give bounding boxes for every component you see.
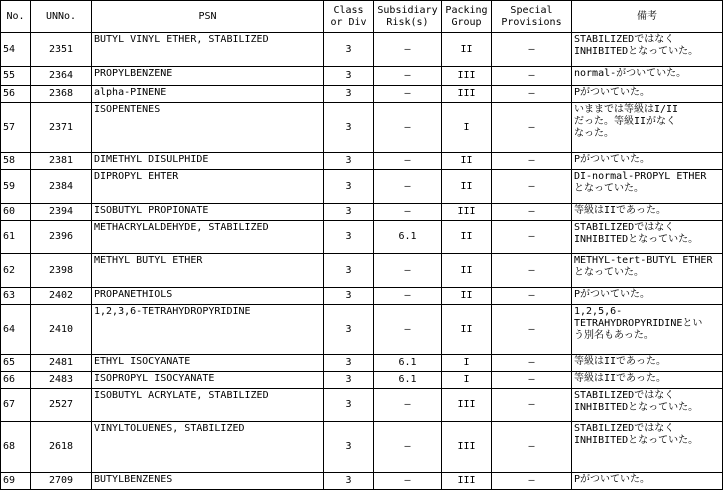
cell-no: 57 xyxy=(1,103,31,153)
remarks-line: なった。 xyxy=(574,128,614,139)
cell-psn: ETHYL ISOCYANATE xyxy=(92,355,324,372)
cell-unno: 2527 xyxy=(31,389,92,422)
cell-subsidiary-risk: — xyxy=(374,254,442,288)
remarks-line: INHIBITEDとなっていた。 xyxy=(574,46,699,57)
cell-unno: 2709 xyxy=(31,473,92,490)
cell-subsidiary-risk: — xyxy=(374,305,442,355)
header-class-line2: or Div xyxy=(330,16,367,28)
cell-subsidiary-risk: — xyxy=(374,153,442,170)
cell-remarks xyxy=(572,305,723,355)
table-row xyxy=(1,389,723,422)
cell-remarks xyxy=(572,389,723,422)
header-special-provisions xyxy=(492,1,572,33)
table-row xyxy=(1,355,723,372)
cell-remarks xyxy=(572,33,723,67)
cell-no: 63 xyxy=(1,288,31,305)
cell-psn: METHACRYLALDEHYDE, STABILIZED xyxy=(92,221,324,254)
cell-unno: 2402 xyxy=(31,288,92,305)
cell-unno: 2364 xyxy=(31,67,92,86)
table-row xyxy=(1,67,723,86)
cell-remarks xyxy=(572,221,723,254)
cell-subsidiary-risk: — xyxy=(374,473,442,490)
cell-no: 60 xyxy=(1,204,31,221)
remarks-line: STABILIZEDではなく xyxy=(574,390,675,401)
cell-no: 62 xyxy=(1,254,31,288)
cell-special-provisions: — xyxy=(492,288,572,305)
cell-subsidiary-risk: — xyxy=(374,204,442,221)
cell-no: 59 xyxy=(1,170,31,204)
table-row xyxy=(1,422,723,473)
cell-no: 58 xyxy=(1,153,31,170)
cell-subsidiary-risk: — xyxy=(374,103,442,153)
cell-unno: 2398 xyxy=(31,254,92,288)
cell-packing-group: II xyxy=(442,221,492,254)
cell-no: 65 xyxy=(1,355,31,372)
cell-remarks xyxy=(572,204,723,221)
table-row xyxy=(1,288,723,305)
cell-psn: PROPYLBENZENE xyxy=(92,67,324,86)
cell-special-provisions: — xyxy=(492,422,572,473)
cell-no: 55 xyxy=(1,67,31,86)
cell-subsidiary-risk: 6.1 xyxy=(374,355,442,372)
cell-class: 3 xyxy=(324,103,374,153)
remarks-line: 1,2,5,6- xyxy=(574,306,623,317)
cell-psn: ISOPROPYL ISOCYANATE xyxy=(92,372,324,389)
header-unno: UNNo. xyxy=(31,1,92,33)
remarks-line: METHYL-tert-BUTYL ETHER xyxy=(574,255,713,266)
remarks-line: STABILIZEDではなく xyxy=(574,423,675,434)
remarks-line: 等級はIIであった。 xyxy=(574,205,666,216)
cell-subsidiary-risk: — xyxy=(374,33,442,67)
table-row xyxy=(1,153,723,170)
cell-class: 3 xyxy=(324,389,374,422)
remarks-line: う別名もあった。 xyxy=(574,330,654,341)
cell-packing-group: II xyxy=(442,288,492,305)
cell-unno: 2381 xyxy=(31,153,92,170)
cell-no: 69 xyxy=(1,473,31,490)
cell-special-provisions: — xyxy=(492,473,572,490)
cell-psn: VINYLTOLUENES, STABILIZED xyxy=(92,422,324,473)
cell-remarks xyxy=(572,473,723,490)
header-pg-line1: Packing xyxy=(445,4,488,16)
cell-class: 3 xyxy=(324,372,374,389)
cell-class: 3 xyxy=(324,288,374,305)
cell-special-provisions: — xyxy=(492,305,572,355)
cell-packing-group: III xyxy=(442,473,492,490)
cell-unno: 2618 xyxy=(31,422,92,473)
cell-remarks xyxy=(572,422,723,473)
cell-remarks xyxy=(572,170,723,204)
cell-special-provisions: — xyxy=(492,204,572,221)
cell-no: 68 xyxy=(1,422,31,473)
cell-class: 3 xyxy=(324,422,374,473)
cell-packing-group: II xyxy=(442,254,492,288)
cell-packing-group: III xyxy=(442,67,492,86)
remarks-line: STABILIZEDではなく xyxy=(574,34,675,45)
cell-special-provisions: — xyxy=(492,389,572,422)
cell-special-provisions: — xyxy=(492,221,572,254)
remarks-line: TETRAHYDROPYRIDINEとい xyxy=(574,318,703,329)
cell-unno: 2371 xyxy=(31,103,92,153)
cell-class: 3 xyxy=(324,153,374,170)
remarks-line: Pがついていた。 xyxy=(574,154,651,165)
cell-subsidiary-risk: — xyxy=(374,86,442,103)
table-row xyxy=(1,170,723,204)
cell-remarks xyxy=(572,288,723,305)
header-remarks: 備考 xyxy=(572,1,723,33)
cell-class: 3 xyxy=(324,170,374,204)
cell-no: 67 xyxy=(1,389,31,422)
header-pg-line2: Group xyxy=(451,16,482,28)
cell-packing-group: III xyxy=(442,204,492,221)
cell-psn: METHYL BUTYL ETHER xyxy=(92,254,324,288)
cell-psn: 1,2,3,6-TETRAHYDROPYRIDINE xyxy=(92,305,324,355)
remarks-line: となっていた。 xyxy=(574,183,644,194)
table-row xyxy=(1,305,723,355)
remarks-line: 等級はIIであった。 xyxy=(574,356,666,367)
remarks-line: だった。等級IIがなく xyxy=(574,116,677,127)
cell-class: 3 xyxy=(324,33,374,67)
cell-psn: ISOBUTYL PROPIONATE xyxy=(92,204,324,221)
cell-remarks xyxy=(572,355,723,372)
cell-subsidiary-risk: — xyxy=(374,422,442,473)
cell-no: 61 xyxy=(1,221,31,254)
cell-remarks xyxy=(572,372,723,389)
table-row xyxy=(1,254,723,288)
remarks-line: Pがついていた。 xyxy=(574,289,651,300)
table-row xyxy=(1,372,723,389)
cell-remarks xyxy=(572,254,723,288)
remarks-line: INHIBITEDとなっていた。 xyxy=(574,435,699,446)
cell-subsidiary-risk: 6.1 xyxy=(374,372,442,389)
cell-class: 3 xyxy=(324,67,374,86)
cell-special-provisions: — xyxy=(492,33,572,67)
cell-psn: BUTYL VINYL ETHER, STABILIZED xyxy=(92,33,324,67)
header-subsidiary xyxy=(374,1,442,33)
cell-special-provisions: — xyxy=(492,170,572,204)
cell-packing-group: III xyxy=(442,422,492,473)
header-class xyxy=(324,1,374,33)
remarks-line: Pがついていた。 xyxy=(574,87,651,98)
cell-psn: DIPROPYL EHTER xyxy=(92,170,324,204)
cell-unno: 2368 xyxy=(31,86,92,103)
cell-subsidiary-risk: — xyxy=(374,389,442,422)
table-row xyxy=(1,33,723,67)
cell-no: 64 xyxy=(1,305,31,355)
cell-packing-group: II xyxy=(442,170,492,204)
cell-unno: 2384 xyxy=(31,170,92,204)
remarks-line: 等級はIIであった。 xyxy=(574,373,666,384)
header-sp-line1: Special xyxy=(510,4,553,16)
header-psn: PSN xyxy=(92,1,324,33)
cell-no: 54 xyxy=(1,33,31,67)
cell-special-provisions: — xyxy=(492,67,572,86)
cell-psn: ISOBUTYL ACRYLATE, STABILIZED xyxy=(92,389,324,422)
cell-class: 3 xyxy=(324,204,374,221)
cell-class: 3 xyxy=(324,221,374,254)
cell-special-provisions: — xyxy=(492,372,572,389)
cell-packing-group: II xyxy=(442,153,492,170)
header-sub-line1: Subsidiary xyxy=(377,4,438,16)
remarks-line: DI-normal-PROPYL ETHER xyxy=(574,171,707,182)
cell-packing-group: III xyxy=(442,86,492,103)
cell-subsidiary-risk: 6.1 xyxy=(374,221,442,254)
cell-subsidiary-risk: — xyxy=(374,288,442,305)
cell-packing-group: I xyxy=(442,103,492,153)
header-sub-line2: Risk(s) xyxy=(386,16,429,28)
cell-subsidiary-risk: — xyxy=(374,67,442,86)
header-packing-group xyxy=(442,1,492,33)
cell-no: 56 xyxy=(1,86,31,103)
remarks-line: normal-がついていた。 xyxy=(574,68,687,79)
cell-unno: 2351 xyxy=(31,33,92,67)
cell-unno: 2483 xyxy=(31,372,92,389)
cell-special-provisions: — xyxy=(492,254,572,288)
cell-remarks xyxy=(572,86,723,103)
remarks-line: となっていた。 xyxy=(574,267,644,278)
header-no: No. xyxy=(1,1,31,33)
table-row xyxy=(1,103,723,153)
cell-class: 3 xyxy=(324,473,374,490)
cell-unno: 2396 xyxy=(31,221,92,254)
cell-psn: DIMETHYL DISULPHIDE xyxy=(92,153,324,170)
remarks-line: INHIBITEDとなっていた。 xyxy=(574,234,699,245)
cell-packing-group: II xyxy=(442,33,492,67)
cell-special-provisions: — xyxy=(492,153,572,170)
cell-unno: 2394 xyxy=(31,204,92,221)
cell-class: 3 xyxy=(324,305,374,355)
cell-special-provisions: — xyxy=(492,355,572,372)
remarks-line: いままでは等級はI/II xyxy=(574,104,679,115)
cell-psn: alpha-PINENE xyxy=(92,86,324,103)
table-body xyxy=(1,33,723,490)
cell-class: 3 xyxy=(324,254,374,288)
cell-class: 3 xyxy=(324,355,374,372)
header-class-line1: Class xyxy=(333,4,364,16)
table-row xyxy=(1,473,723,490)
cell-psn: BUTYLBENZENES xyxy=(92,473,324,490)
cell-packing-group: I xyxy=(442,355,492,372)
remarks-line: INHIBITEDとなっていた。 xyxy=(574,402,699,413)
cell-psn: PROPANETHIOLS xyxy=(92,288,324,305)
table-row xyxy=(1,221,723,254)
header-row xyxy=(1,1,723,33)
remarks-line: STABILIZEDではなく xyxy=(574,222,675,233)
cell-class: 3 xyxy=(324,86,374,103)
cell-remarks xyxy=(572,153,723,170)
cell-no: 66 xyxy=(1,372,31,389)
cell-unno: 2481 xyxy=(31,355,92,372)
header-sp-line2: Provisions xyxy=(501,16,562,28)
remarks-line: Pがついていた。 xyxy=(574,474,651,485)
table-row xyxy=(1,204,723,221)
cell-packing-group: III xyxy=(442,389,492,422)
cell-packing-group: I xyxy=(442,372,492,389)
cell-unno: 2410 xyxy=(31,305,92,355)
cell-remarks xyxy=(572,67,723,86)
cell-packing-group: II xyxy=(442,305,492,355)
cell-remarks xyxy=(572,103,723,153)
cell-subsidiary-risk: — xyxy=(374,170,442,204)
table-row xyxy=(1,86,723,103)
cell-special-provisions: — xyxy=(492,103,572,153)
cell-psn: ISOPENTENES xyxy=(92,103,324,153)
cell-special-provisions: — xyxy=(492,86,572,103)
